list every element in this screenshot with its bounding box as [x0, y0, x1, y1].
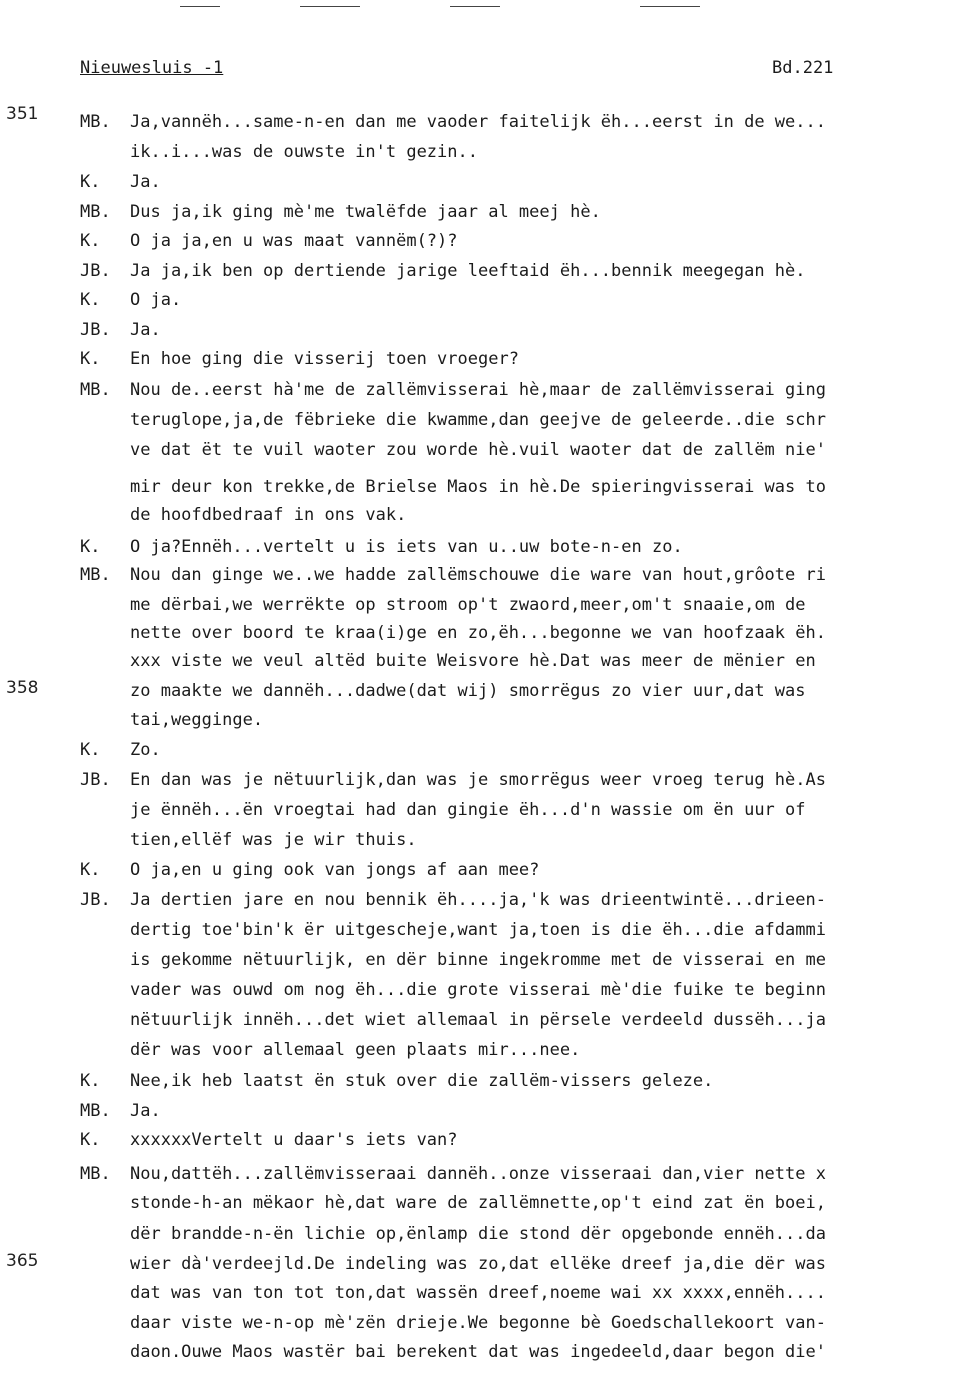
spoken-text: ve dat ët te vuil waoter zou worde hè.vuil waoter dat de zallëm nie' [130, 440, 826, 460]
transcript-line [0, 860, 966, 888]
transcript-line [0, 537, 966, 565]
spoken-text: Ja. [130, 172, 161, 192]
spoken-text: Ja. [130, 1101, 161, 1121]
spoken-text: Ja ja,ik ben op dertiende jarige leeftaid ëh...bennik meegegan hè. [130, 261, 806, 281]
page-header-tape-number: Bd.221 [772, 58, 834, 78]
transcript-line [0, 172, 966, 200]
spoken-text: dertig toe'bin'k ër uitgescheje,want ja,toen is die ëh...die afdammi [130, 920, 826, 940]
spoken-text: stonde-h-an mëkaor hè,dat ware de zallëmnette,op't eind zat ën boei, [130, 1193, 826, 1213]
transcript-line [0, 1283, 966, 1311]
transcript-line [0, 1071, 966, 1099]
transcript-line [0, 1130, 966, 1158]
transcript-line [0, 290, 966, 318]
spoken-text: dat was van ton tot ton,dat wassën dreef,noeme wai xx xxxx,ennëh.... [130, 1283, 826, 1303]
transcript-line [0, 261, 966, 289]
spoken-text: zo maakte we dannëh...dadwe(dat wij) smorrëgus zo vier uur,dat was [130, 681, 806, 701]
spoken-text: nëtuurlijk innëh...det wiet allemaal in përsele verdeeld dussëh...ja [130, 1010, 826, 1030]
transcript-line [0, 505, 966, 533]
spoken-text: O ja ja,en u was maat vannëm(?)? [130, 231, 458, 251]
spoken-text: Nou dan ginge we..we hadde zallëmschouwe die ware van hout,grôote ri [130, 565, 826, 585]
spoken-text: mir deur kon trekke,de Brielse Maos in hè.De spieringvisserai was to [130, 477, 826, 497]
spoken-text: je ënnëh...ën vroegtai had dan gingie ëh...d'n wassie om ën uur of [130, 800, 806, 820]
speaker-label: K. [80, 349, 101, 369]
margin-line-number: 351 [6, 104, 39, 124]
spoken-text: daar viste we-n-op mè'zën drieje.We begonne bè Goedschallekoort van- [130, 1313, 826, 1333]
speaker-label: JB. [80, 320, 111, 340]
transcript-line [0, 740, 966, 768]
transcript-line [0, 565, 966, 593]
margin-line-number: 365 [6, 1251, 39, 1271]
transcript-line [0, 1010, 966, 1038]
spoken-text: dër was voor allemaal geen plaats mir...nee. [130, 1040, 581, 1060]
spoken-text: daon.Ouwe Maos wastër bai berekent dat was ingedeeld,daar begon die' [130, 1342, 826, 1362]
transcript-line [0, 440, 966, 468]
spoken-text: Dus ja,ik ging mè'me twalëfde jaar al meej hè. [130, 202, 601, 222]
top-scan-mark [180, 6, 220, 7]
transcript-line [0, 651, 966, 679]
spoken-text: Ja,vannëh...same-n-en dan me vaoder faitelijk ëh...eerst in de we... [130, 112, 826, 132]
speaker-label: K. [80, 740, 101, 760]
transcript-line [0, 1342, 966, 1370]
spoken-text: O ja. [130, 290, 182, 310]
transcript-line [0, 595, 966, 623]
transcript-line [0, 980, 966, 1008]
spoken-text: wier dà'verdeejld.De indeling was zo,dat ellëke dreef ja,die dër was [130, 1254, 826, 1274]
speaker-label: JB. [80, 770, 111, 790]
speaker-label: JB. [80, 261, 111, 281]
top-scan-mark [640, 6, 700, 7]
transcript-line [0, 1224, 966, 1252]
transcript-line [0, 231, 966, 259]
top-scan-mark [300, 6, 360, 7]
speaker-label: MB. [80, 1101, 111, 1121]
spoken-text: is gekomme nëtuurlijk, en dër binne ingekromme met de visserai en me [130, 950, 826, 970]
spoken-text: me dërbai,we werrëkte op stroom op't zwaord,meer,om't snaaie,om de [130, 595, 806, 615]
transcript-line [0, 830, 966, 858]
spoken-text: Nou,dattëh...zallëmvisseraai dannëh..onze visseraai dan,vier nette x [130, 1164, 826, 1184]
spoken-text: Nou de..eerst hà'me de zallëmvisserai hè,maar de zallëmvisserai ging [130, 380, 826, 400]
speaker-label: MB. [80, 112, 111, 132]
speaker-label: MB. [80, 565, 111, 585]
speaker-label: MB. [80, 1164, 111, 1184]
transcript-line [0, 410, 966, 438]
spoken-text: de hoofdbedraaf in ons vak. [130, 505, 407, 525]
transcript-line [0, 681, 966, 709]
transcript-line [0, 770, 966, 798]
transcript-line [0, 950, 966, 978]
speaker-label: MB. [80, 202, 111, 222]
top-scan-mark [450, 6, 500, 7]
spoken-text: O ja?Ennëh...vertelt u is iets van u..uw bote-n-en zo. [130, 537, 683, 557]
transcript-line [0, 890, 966, 918]
spoken-text: xxx viste we veul altëd buite Weisvore hè.Dat was meer de mënier en [130, 651, 816, 671]
spoken-text: tien,ellëf was je wir thuis. [130, 830, 417, 850]
speaker-label: K. [80, 860, 101, 880]
transcript-line [0, 1254, 966, 1282]
spoken-text: Ja. [130, 320, 161, 340]
transcript-line [0, 320, 966, 348]
speaker-label: K. [80, 172, 101, 192]
transcript-line [0, 1313, 966, 1341]
transcript-line [0, 112, 966, 140]
transcript-line [0, 349, 966, 377]
spoken-text: Zo. [130, 740, 161, 760]
spoken-text: Nee,ik heb laatst ën stuk over die zallëm-vissers geleze. [130, 1071, 714, 1091]
transcript-line [0, 1101, 966, 1129]
spoken-text: nette over boord te kraa(i)ge en zo,ëh...begonne we van hoofzaak ëh. [130, 623, 826, 643]
transcript-line [0, 477, 966, 505]
transcript-line [0, 920, 966, 948]
spoken-text: En dan was je nëtuurlijk,dan was je smorrëgus weer vroeg terug hè.As [130, 770, 826, 790]
transcript-line [0, 1193, 966, 1221]
transcript-line [0, 1040, 966, 1068]
margin-line-number: 358 [6, 678, 39, 698]
speaker-label: K. [80, 231, 101, 251]
speaker-label: MB. [80, 380, 111, 400]
spoken-text: En hoe ging die visserij toen vroeger? [130, 349, 519, 369]
transcript-line [0, 142, 966, 170]
transcript-line [0, 800, 966, 828]
spoken-text: tai,wegginge. [130, 710, 264, 730]
transcript-line [0, 380, 966, 408]
transcript-line [0, 1164, 966, 1192]
transcript-line [0, 202, 966, 230]
page-header-location: Nieuwesluis -1 [80, 58, 224, 78]
spoken-text: O ja,en u ging ook van jongs af aan mee? [130, 860, 540, 880]
transcript-line [0, 710, 966, 738]
spoken-text: teruglope,ja,de fëbrieke die kwamme,dan geejve de geleerde..die schr [130, 410, 826, 430]
spoken-text: Ja dertien jare en nou bennik ëh....ja,'k was drieentwintë...drieen- [130, 890, 826, 910]
speaker-label: JB. [80, 890, 111, 910]
speaker-label: K. [80, 537, 101, 557]
spoken-text: dër brandde-n-ën lichie op,ënlamp die stond dër opgebonde ennëh...da [130, 1224, 826, 1244]
speaker-label: K. [80, 1071, 101, 1091]
spoken-text: vader was ouwd om nog ëh...die grote visserai mè'die fuike te beginn [130, 980, 826, 1000]
spoken-text: ik..i...was de ouwste in't gezin.. [130, 142, 478, 162]
speaker-label: K. [80, 1130, 101, 1150]
spoken-text: xxxxxxVertelt u daar's iets van? [130, 1130, 458, 1150]
transcript-line [0, 623, 966, 651]
speaker-label: K. [80, 290, 101, 310]
